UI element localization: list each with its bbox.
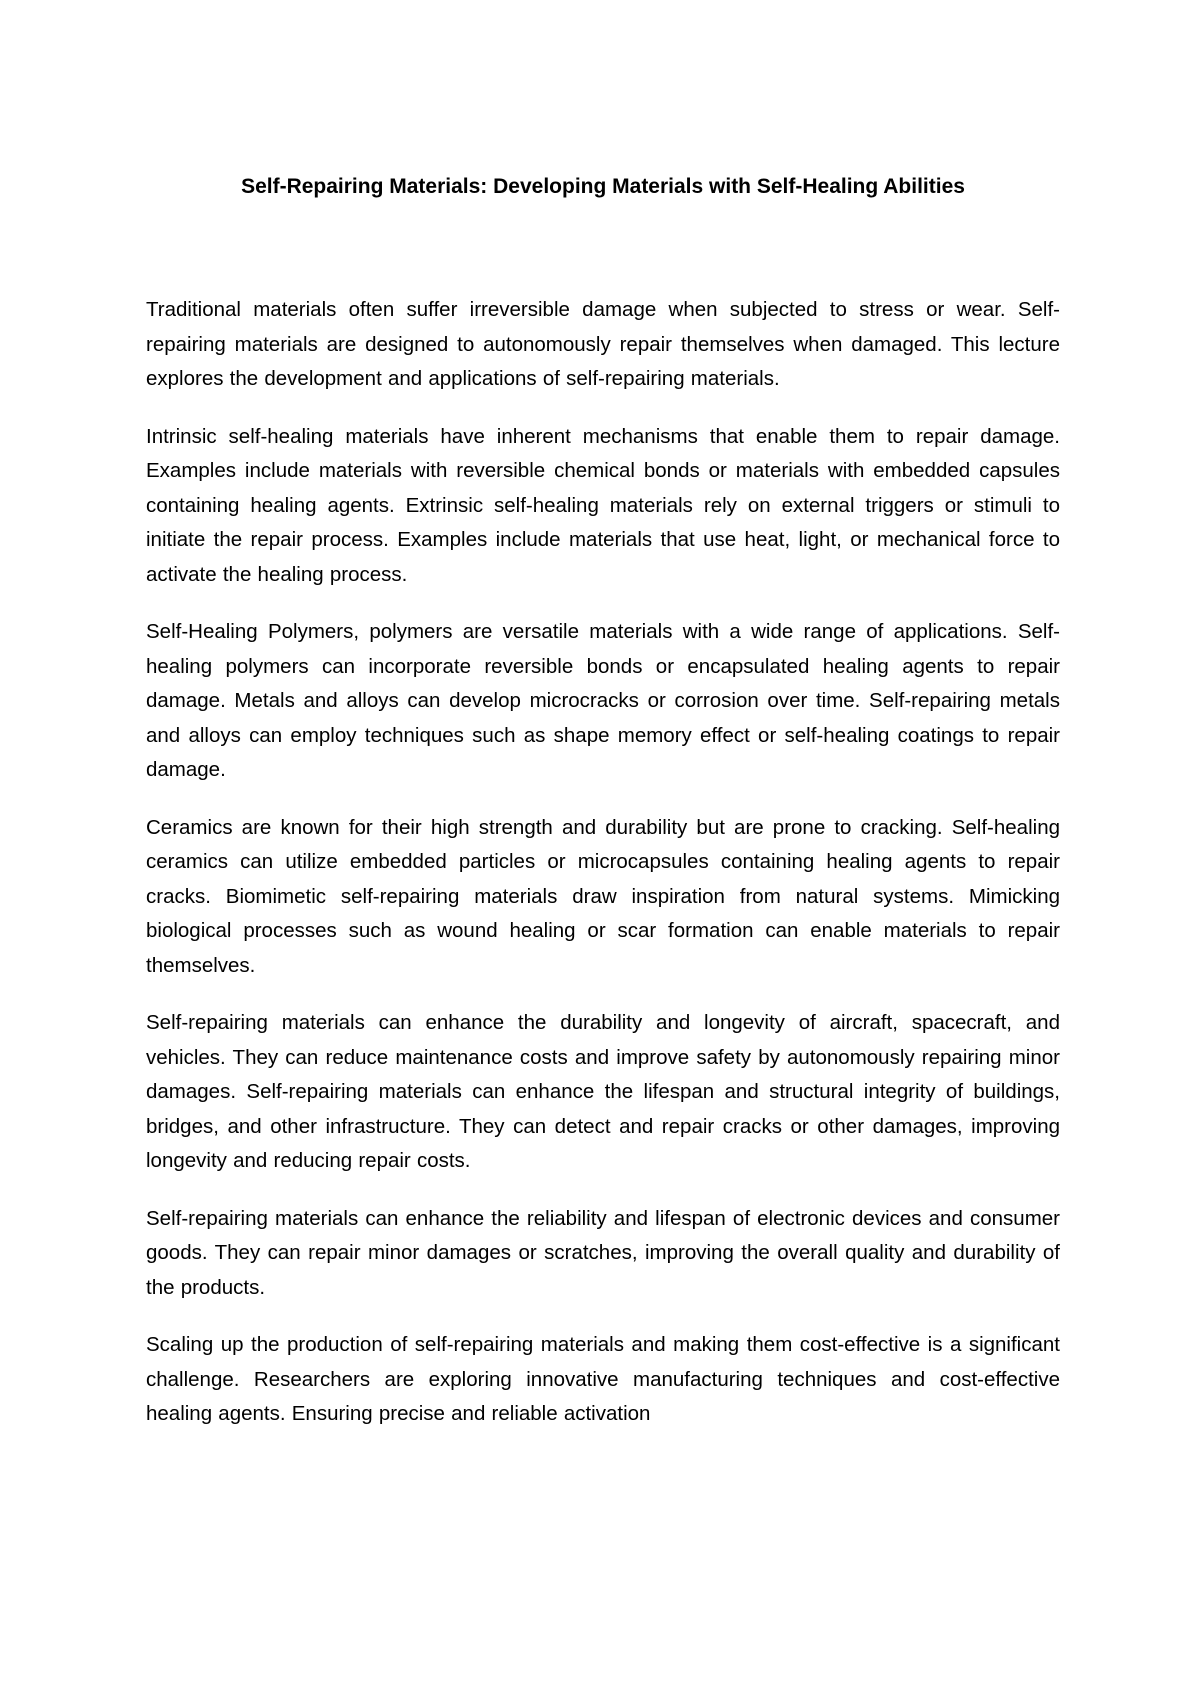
paragraph-ceramics-biomimetic: Ceramics are known for their high strength and durability but are prone to cracking. Self-healing ceramics can utilize embedded particles or microcapsules containing healing agents to repair cracks. Biomimetic self-repairing materials draw inspiration from natural systems. Mimicking biological processes such as wound healing or scar formation can enable materials to repair themselves. <box>146 815 1060 977</box>
document-body <box>146 293 1060 1455</box>
paragraph-intro: Traditional materials often suffer irreversible damage when subjected to stress or wear. Self-repairing materials are designed to autonomously repair themselves when damaged. This lecture explores the development and applications of self-repairing materials. <box>146 298 1060 390</box>
paragraph-polymers-metals: Self-Healing Polymers, polymers are versatile materials with a wide range of applications. Self-healing polymers can incorporate reversible bonds or encapsulated healing agents to repair damage. Metals and alloys can develop microcracks or corrosion over time. Self-repairing metals and alloys can employ techniques such as shape memory effect or self-healing coatings to repair damage. <box>146 620 1060 781</box>
paragraph-electronics: Self-repairing materials can enhance the reliability and lifespan of electronic devices and consumer goods. They can repair minor damages or scratches, improving the overall quality and durability of the products. <box>146 1206 1060 1299</box>
paragraph-challenges: Scaling up the production of self-repairing materials and making them cost-effective is a significant challenge. Researchers are exploring innovative manufacturing techniques and cost-effective healing agents. Ensuring precise and reliable activation <box>146 1333 1060 1425</box>
document-title: Self-Repairing Materials: Developing Materials with Self-Healing Abilities <box>241 175 965 198</box>
paragraph-aerospace-infrastructure: Self-repairing materials can enhance the durability and longevity of aircraft, spacecraft, and vehicles. They can reduce maintenance costs and improve safety by autonomously repairing minor damages. Self-repairing materials can enhance the lifespan and structural integrity of buildings, bridges, and other infrastructure. They can detect and repair cracks or other damages, improving longevity and reducing repair costs. <box>146 1011 1060 1172</box>
paragraph-intrinsic-extrinsic: Intrinsic self-healing materials have inherent mechanisms that enable them to repair damage. Examples include materials with reversible chemical bonds or materials with embedded capsules containing healing agents. Extrinsic self-healing materials rely on external triggers or stimuli to initiate the repair process. Examples include materials that use heat, light, or mechanical force to activate the healing process. <box>146 424 1060 586</box>
